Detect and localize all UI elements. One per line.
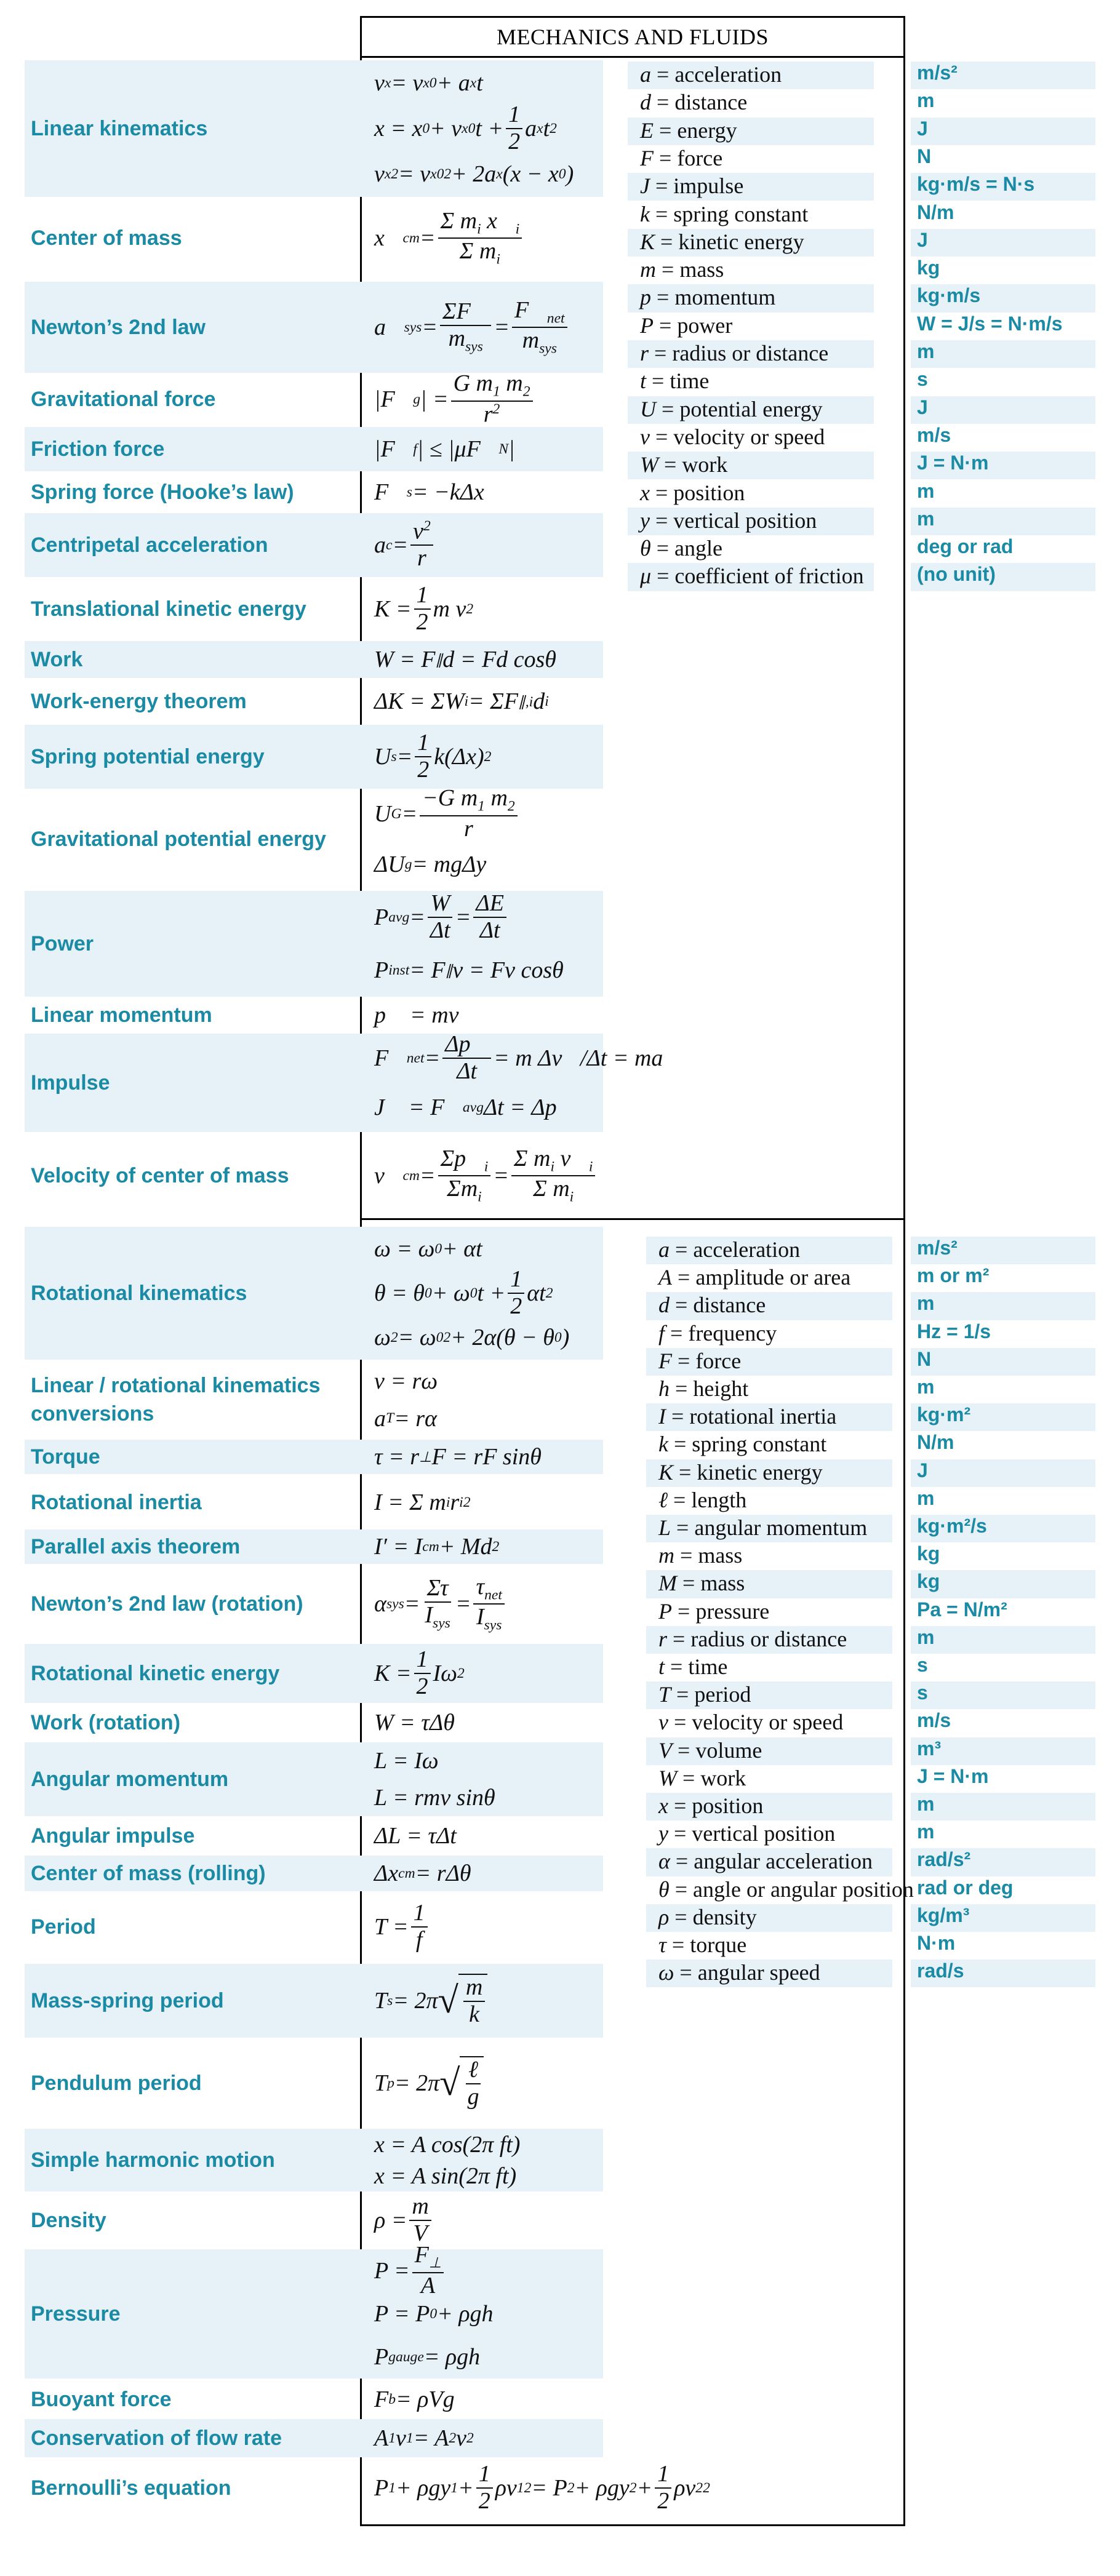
rotation-fluids-var-symbol: P = pressure <box>658 1598 770 1624</box>
rotation-fluids-row-label: Buoyant force <box>31 2388 172 2411</box>
var-description: time <box>688 1654 728 1679</box>
mechanics-var-symbol: p = momentum <box>640 285 776 310</box>
rotation-fluids-var-unit: N/m <box>917 1431 954 1454</box>
rotation-fluids-equation: L = Iω <box>374 1748 439 1774</box>
mechanics-var-symbol: r = radius or distance <box>640 341 829 365</box>
mechanics-var-symbol: y = vertical position <box>640 508 817 533</box>
var-description: force <box>677 145 723 170</box>
var-description: spring constant <box>692 1432 827 1457</box>
var-description: angular speed <box>697 1960 820 1985</box>
rotation-fluids-var-unit: J <box>917 1459 928 1481</box>
mechanics-row-label: Impulse <box>31 1071 110 1095</box>
rotation-fluids-equation: T p = 2π √ $\frac{\text{ℓ}}{g}$ <box>374 2040 750 2126</box>
mechanics-var-symbol: t = time <box>640 369 710 394</box>
mechanics-var-unit: kg·m/s = N·s <box>917 173 1035 196</box>
rotation-fluids-row-label: Parallel axis theorem <box>31 1535 241 1558</box>
rotation-fluids-equation: P gauge = ρgh <box>374 2344 481 2370</box>
rotation-fluids-equation: A 1 v 1 = A 2 v 2 <box>374 2425 474 2451</box>
mechanics-equation: v⃗ cm = $\frac{\Sigma p⃗_i}{\Sigma m_i}$ = $\frac{\Sigma m_i v⃗_i}{\Sigma m_i}$ <box>374 1133 608 1218</box>
mechanics-var-unit: N/m <box>917 201 954 223</box>
var-description: vertical position <box>673 508 817 533</box>
var-description: kinetic energy <box>697 1459 823 1485</box>
page-title: MECHANICS AND FLUIDS <box>496 25 769 49</box>
section-divider <box>360 1218 905 1220</box>
mechanics-var-unit: J = N·m <box>917 452 989 474</box>
var-description: mass <box>679 257 724 282</box>
var-description: height <box>693 1376 749 1401</box>
rotation-fluids-equation: I′ = I cm + Md 2 <box>374 1534 500 1560</box>
mechanics-row-label: Linear kinematics <box>31 117 208 140</box>
var-description: angle <box>674 536 722 561</box>
rotation-fluids-equation: T = $\frac{1}{f}$ <box>374 1892 750 1961</box>
rotation-fluids-row-label: Angular momentum <box>31 1768 229 1791</box>
rotation-fluids-var-symbol: T = period <box>658 1682 751 1707</box>
rotation-fluids-var-unit: kg <box>917 1570 940 1593</box>
mechanics-equation: ΔU g = mgΔy <box>374 851 487 877</box>
var-description: power <box>677 313 733 338</box>
mechanics-equation: |F⃗ f | ≤ |μF⃗ N | <box>374 436 515 462</box>
mechanics-equation: x = x 0 + v x0 t + $\frac{1}{2}$ a x t 2 <box>374 102 557 154</box>
mechanics-row-label: Power <box>31 932 94 955</box>
var-description: energy <box>677 118 737 143</box>
var-description: position <box>673 480 745 505</box>
var-description: impulse <box>673 173 744 199</box>
rotation-fluids-var-unit: rad/s <box>917 1960 964 1982</box>
rotation-fluids-equation: x = A sin(2π ft) <box>374 2163 517 2189</box>
mechanics-var-symbol: W = work <box>640 452 728 477</box>
rotation-fluids-row-label: Center of mass (rolling) <box>31 1862 266 1885</box>
var-description: time <box>670 369 710 394</box>
rotation-fluids-var-unit: kg·m²/s <box>917 1515 987 1537</box>
rotation-fluids-var-symbol: L = angular momentum <box>658 1515 868 1540</box>
rotation-fluids-var-unit: N <box>917 1347 932 1370</box>
mechanics-equation: P inst = F ∥ v = Fv cosθ <box>374 957 564 983</box>
rotation-fluids-equation: ΔL = τΔt <box>374 1823 457 1849</box>
mechanics-equation: a⃗ sys = $\frac{\Sigma F⃗}{m_{sys}}$ = $\frac{F⃗_{net}}{m_{sys}}$ <box>374 282 608 373</box>
rotation-fluids-var-symbol: ρ = density <box>658 1904 757 1929</box>
rotation-fluids-var-symbol: f = frequency <box>658 1320 777 1346</box>
rotation-fluids-equation: Δx cm = rΔθ <box>374 1860 471 1886</box>
mechanics-row-label: Linear momentum <box>31 1003 212 1027</box>
mechanics-row-label: Translational kinetic energy <box>31 597 306 621</box>
var-description: kinetic energy <box>678 229 804 254</box>
mechanics-var-unit: J <box>917 117 928 140</box>
rotation-fluids-var-symbol: m = mass <box>658 1543 743 1568</box>
mechanics-equation: v x = v x0 + a x t <box>374 70 483 96</box>
rotation-fluids-var-symbol: ℓ = length <box>658 1487 747 1512</box>
rotation-fluids-equation: P = $\frac{F_\perp}{A}$ <box>374 2249 750 2292</box>
mechanics-var-unit: N <box>917 145 932 167</box>
mechanics-var-unit: m <box>917 340 935 362</box>
rotation-fluids-var-symbol: a = acceleration <box>658 1237 801 1262</box>
rotation-fluids-row-label: Density <box>31 2209 106 2232</box>
rotation-fluids-var-unit: m/s² <box>917 1237 958 1259</box>
rotation-fluids-var-symbol: F = force <box>658 1348 742 1373</box>
rotation-fluids-row-label: Bernoulli’s equation <box>31 2476 231 2500</box>
mechanics-var-unit: m <box>917 507 935 530</box>
var-description: rotational inertia <box>689 1404 837 1429</box>
mechanics-var-unit: kg·m/s <box>917 284 981 307</box>
mechanics-equation: K = $\frac{1}{2}$ m v 2 <box>374 582 474 635</box>
mechanics-row-label: Spring potential energy <box>31 745 265 768</box>
mechanics-row-label: Newton’s 2nd law <box>31 316 206 339</box>
mechanics-equation: v x 2 = v x0 2 + 2a x (x − x 0 ) <box>374 161 574 187</box>
rotation-fluids-var-symbol: t = time <box>658 1654 728 1679</box>
rotation-fluids-var-unit: m³ <box>917 1737 942 1760</box>
mechanics-var-unit: W = J/s = N·m/s <box>917 312 1063 335</box>
rotation-fluids-row-label: Newton’s 2nd law (rotation) <box>31 1592 303 1616</box>
mechanics-var-unit: kg <box>917 257 940 279</box>
mechanics-row-label: Work-energy theorem <box>31 690 247 713</box>
rotation-fluids-var-unit: Hz = 1/s <box>917 1320 991 1342</box>
mechanics-equation: a c = $\frac{v^2}{r}$ <box>374 513 608 577</box>
var-description: angular momentum <box>694 1515 868 1540</box>
mechanics-var-symbol: P = power <box>640 313 733 338</box>
rotation-fluids-row-label: Rotational kinematics <box>31 1282 247 1305</box>
rotation-fluids-var-unit: s <box>917 1654 928 1676</box>
rotation-fluids-var-unit: Pa = N/m² <box>917 1598 1007 1621</box>
mechanics-var-symbol: x = position <box>640 480 745 505</box>
rotation-fluids-var-symbol: K = kinetic energy <box>658 1459 823 1485</box>
mechanics-var-unit: m/s² <box>917 62 958 84</box>
mechanics-var-symbol: E = energy <box>640 118 737 143</box>
rotation-fluids-var-unit: m <box>917 1625 935 1648</box>
rotation-fluids-var-unit: kg·m² <box>917 1403 971 1426</box>
rotation-fluids-equation: τ = r ⊥ F = rF sinθ <box>374 1444 542 1470</box>
mechanics-var-symbol: μ = coefficient of friction <box>640 564 864 589</box>
rotation-fluids-equation: α sys = $\frac{\Sigma\tau}{I_{sys}}$ = $\frac{\tau_{net}}{I_{sys}}$ <box>374 1566 750 1641</box>
mechanics-var-symbol: θ = angle <box>640 536 722 561</box>
rotation-fluids-var-symbol: W = work <box>658 1765 746 1790</box>
mechanics-row-label: Center of mass <box>31 226 182 250</box>
mechanics-row-label: Velocity of center of mass <box>31 1164 289 1187</box>
var-description: work <box>682 452 728 477</box>
rotation-fluids-var-unit: rad or deg <box>917 1876 1014 1899</box>
rotation-fluids-equation: ω 2 = ω 0 2 + 2α(θ − θ 0 ) <box>374 1325 570 1350</box>
mechanics-var-symbol: a = acceleration <box>640 62 782 87</box>
rotation-fluids-var-symbol: θ = angle or angular position <box>658 1876 914 1902</box>
mechanics-var-unit: J <box>917 228 928 251</box>
rotation-fluids-equation: W = τΔθ <box>374 1710 455 1736</box>
rotation-fluids-equation: L = rmv sinθ <box>374 1785 495 1811</box>
mechanics-var-unit: deg or rad <box>917 535 1014 558</box>
rotation-fluids-row-label: Work (rotation) <box>31 1711 181 1734</box>
rotation-fluids-var-unit: m <box>917 1820 935 1843</box>
mechanics-equation: p⃗ = mv⃗ <box>374 1002 478 1028</box>
mechanics-row-label: Gravitational potential energy <box>31 827 326 851</box>
rotation-fluids-row-label: Period <box>31 1915 96 1939</box>
rotation-fluids-var-unit: N·m <box>917 1932 956 1954</box>
rotation-fluids-row-label: Mass-spring period <box>31 1989 224 2012</box>
var-description: potential energy <box>679 396 823 421</box>
rotation-fluids-var-unit: m/s <box>917 1709 951 1732</box>
rotation-fluids-equation: ρ = $\frac{m}{V}$ <box>374 2194 750 2247</box>
rotation-fluids-var-unit: m <box>917 1486 935 1509</box>
var-description: distance <box>693 1293 766 1318</box>
var-description: velocity or speed <box>692 1710 844 1735</box>
rotation-fluids-var-symbol: r = radius or distance <box>658 1626 847 1651</box>
mechanics-equation: U G = $\frac{-G m_1 m_2}{r}$ <box>374 789 608 839</box>
mechanics-var-unit: J <box>917 396 928 418</box>
var-description: velocity or speed <box>673 424 825 449</box>
mechanics-equation: ΔK = ΣW i = ΣF ∥,i d i <box>374 688 549 714</box>
var-description: momentum <box>674 285 776 310</box>
mechanics-var-symbol: U = potential energy <box>640 396 823 421</box>
rotation-fluids-var-symbol: d = distance <box>658 1293 766 1318</box>
var-description: angular acceleration <box>694 1849 873 1874</box>
mechanics-equation: J⃗ = F⃗ avg Δt = Δp⃗ <box>374 1095 575 1120</box>
rotation-fluids-row-label: Pendulum period <box>31 2072 202 2095</box>
rotation-fluids-row-label: Rotational inertia <box>31 1491 202 1514</box>
mechanics-var-symbol: K = kinetic energy <box>640 229 804 254</box>
rotation-fluids-var-symbol: v = velocity or speed <box>658 1710 844 1735</box>
mechanics-equation: |F⃗ g | = $\frac{G m_1 m_2}{r^2}$ <box>374 373 608 426</box>
rotation-fluids-row-label: Simple harmonic motion <box>31 2148 275 2172</box>
rotation-fluids-var-unit: s <box>917 1681 928 1704</box>
mechanics-row-label: Work <box>31 648 83 671</box>
mechanics-var-unit: m/s <box>917 423 951 446</box>
rotation-fluids-var-unit: kg/m³ <box>917 1904 970 1926</box>
mechanics-var-symbol: F = force <box>640 145 723 170</box>
rotation-fluids-var-unit: m <box>917 1376 935 1398</box>
var-description: pressure <box>695 1598 770 1624</box>
mechanics-var-unit: (no unit) <box>917 563 996 586</box>
rotation-fluids-var-symbol: A = amplitude or area <box>658 1265 851 1290</box>
var-description: amplitude or area <box>695 1265 851 1290</box>
var-description: length <box>691 1487 747 1512</box>
var-description: density <box>692 1904 757 1929</box>
mechanics-row-label: Gravitational force <box>31 388 216 411</box>
rotation-fluids-var-symbol: I = rotational inertia <box>658 1404 837 1429</box>
mechanics-row-label: Friction force <box>31 437 165 461</box>
rotation-fluids-var-unit: rad/s² <box>917 1848 971 1871</box>
rotation-fluids-row-label: Conservation of flow rate <box>31 2426 282 2450</box>
var-description: mass <box>698 1543 743 1568</box>
rotation-fluids-var-unit: m or m² <box>917 1264 990 1287</box>
rotation-fluids-var-unit: m <box>917 1292 935 1315</box>
rotation-fluids-var-symbol: α = angular acceleration <box>658 1849 873 1874</box>
rotation-fluids-var-unit: m <box>917 1793 935 1815</box>
var-description: radius or distance <box>672 341 829 365</box>
rotation-fluids-var-symbol: M = mass <box>658 1571 745 1596</box>
rotation-fluids-equation: x = A cos(2π ft) <box>374 2131 521 2158</box>
mechanics-var-symbol: d = distance <box>640 90 748 115</box>
rotation-fluids-var-unit: J = N·m <box>917 1765 989 1787</box>
mechanics-equation: P avg = $\frac{W}{\Delta t}$ = $\frac{\Delta E}{\Delta t}$ <box>374 891 608 944</box>
rotation-fluids-equation: F b = ρVg <box>374 2387 455 2412</box>
var-description: volume <box>695 1737 762 1763</box>
var-description: acceleration <box>674 62 782 87</box>
mechanics-var-symbol: J = impulse <box>640 173 744 199</box>
var-description: distance <box>674 90 748 115</box>
rotation-fluids-var-symbol: τ = torque <box>658 1932 747 1957</box>
var-description: spring constant <box>673 201 809 226</box>
mechanics-var-symbol: v = velocity or speed <box>640 424 825 449</box>
rotation-fluids-equation: T s = 2π √ $\frac{m}{k}$ <box>374 1964 750 2038</box>
rotation-fluids-var-symbol: x = position <box>658 1793 764 1818</box>
mechanics-var-unit: m <box>917 479 935 502</box>
var-description: radius or distance <box>690 1626 847 1651</box>
var-description: period <box>694 1682 751 1707</box>
var-description: work <box>700 1765 746 1790</box>
mechanics-row-label: Centripetal acceleration <box>31 533 268 557</box>
var-description: mass <box>700 1571 745 1596</box>
rotation-fluids-var-symbol: ω = angular speed <box>658 1960 820 1985</box>
mechanics-var-unit: m <box>917 89 935 112</box>
var-description: angle or angular position <box>693 1876 914 1902</box>
var-description: torque <box>690 1932 747 1957</box>
rotation-fluids-row-label: Angular impulse <box>31 1824 195 1848</box>
rotation-fluids-var-symbol: V = volume <box>658 1737 762 1763</box>
rotation-fluids-row-label: Torque <box>31 1445 100 1469</box>
rotation-fluids-equation: P 1 + ρgy 1 + $\frac{1}{2}$ ρv 1 2 = P 2 + ρgy 2 + $\frac{1}{2}$ ρv 2 2 <box>374 2461 710 2514</box>
mechanics-equation: W = F ∥ d = Fd cosθ <box>374 647 556 672</box>
rotation-fluids-equation: ω = ω 0 + αt <box>374 1236 482 1262</box>
rotation-fluids-equation: θ = θ 0 + ω 0 t + $\frac{1}{2}$ αt 2 <box>374 1266 553 1319</box>
rotation-fluids-var-symbol: y = vertical position <box>658 1821 836 1846</box>
mechanics-var-symbol: k = spring constant <box>640 201 809 226</box>
rotation-fluids-row-label: Linear / rotational kinematics conversions <box>31 1374 321 1426</box>
mechanics-equation: F⃗ s = −kΔx⃗ <box>374 479 503 505</box>
rotation-fluids-equation: v = rω <box>374 1368 438 1394</box>
rotation-fluids-var-unit: kg <box>917 1542 940 1565</box>
rotation-fluids-equation: P = P 0 + ρgh <box>374 2301 494 2327</box>
var-description: vertical position <box>692 1821 836 1846</box>
rotation-fluids-var-symbol: k = spring constant <box>658 1432 827 1457</box>
mechanics-var-unit: s <box>917 368 928 391</box>
rotation-fluids-equation: a T = rα <box>374 1405 437 1432</box>
rotation-fluids-equation: I = Σ m i r i 2 <box>374 1489 471 1515</box>
rotation-fluids-var-symbol: h = height <box>658 1376 749 1401</box>
var-description: force <box>695 1348 742 1373</box>
mechanics-equation: U s = $\frac{1}{2}$ k(Δx) 2 <box>374 730 492 783</box>
var-description: acceleration <box>693 1237 801 1262</box>
rotation-fluids-equation: K = $\frac{1}{2}$ Iω 2 <box>374 1646 465 1699</box>
var-description: frequency <box>688 1320 777 1346</box>
var-description: coefficient of friction <box>674 564 864 589</box>
var-description: position <box>692 1793 764 1818</box>
mechanics-row-label: Spring force (Hooke’s law) <box>31 481 294 504</box>
mechanics-var-symbol: m = mass <box>640 257 724 282</box>
mechanics-equation: F⃗ net = $\frac{\Delta p⃗}{\Delta t}$ = m Δv⃗/Δt = ma⃗ <box>374 1031 681 1084</box>
mechanics-equation: x⃗ cm = $\frac{\Sigma m_i x⃗_i}{\Sigma m_i}$ <box>374 198 608 278</box>
rotation-fluids-row-label: Rotational kinetic energy <box>31 1662 280 1685</box>
rotation-fluids-row-label: Pressure <box>31 2302 121 2326</box>
